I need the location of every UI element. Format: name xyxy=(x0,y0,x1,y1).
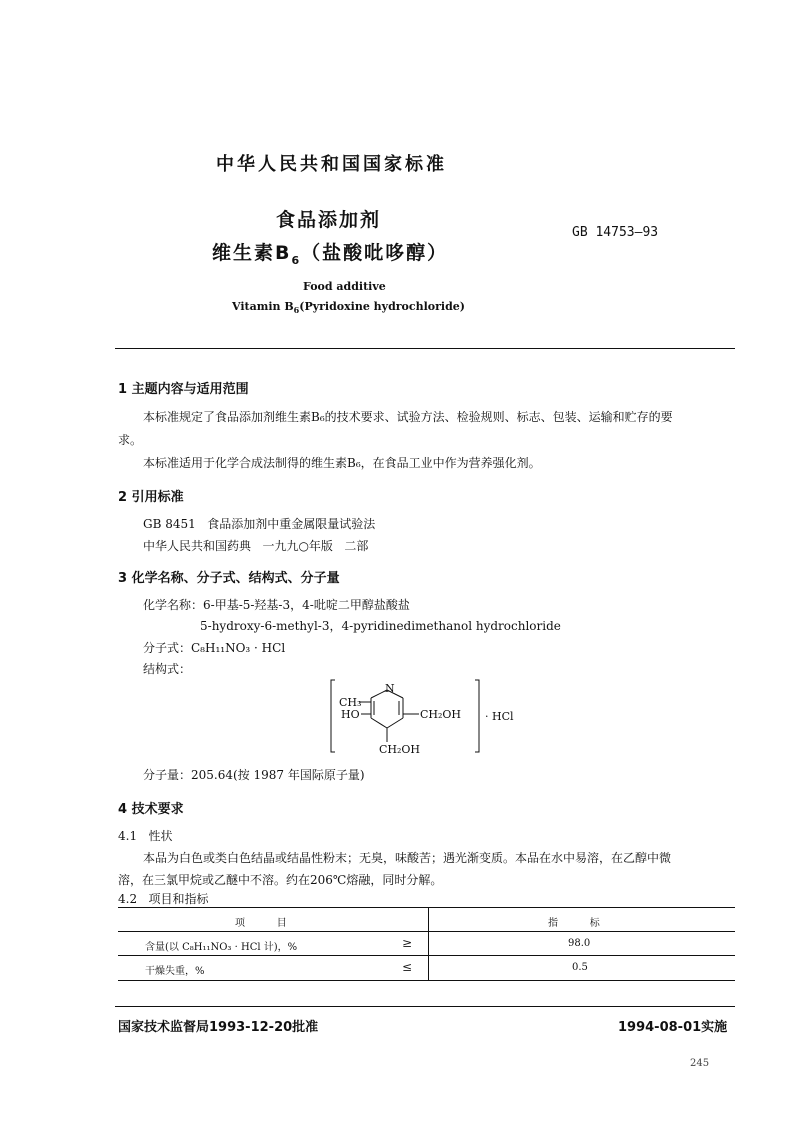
section-1-para-1: 本标准规定了食品添加剂维生素B₆的技术要求、试验方法、检验规则、标志、包装、运输和贮存的要 xyxy=(143,410,673,424)
table-row-2-item: 干燥失重，% xyxy=(145,966,205,977)
en-title-line-2 xyxy=(232,300,465,315)
cn-title-vitamin: 维生素B xyxy=(212,242,292,264)
approval-note: 国家技术监督局1993-12-20批准 xyxy=(118,1020,319,1035)
table-header-item: 项 目 xyxy=(235,918,287,929)
left-bracket xyxy=(331,680,335,752)
table-row-2-op: ≤ xyxy=(402,960,413,974)
table-row-1-item: 含量(以 C₈H₁₁NO₃ · HCl 计)，% xyxy=(145,942,298,953)
table-row-rule xyxy=(118,955,735,956)
en-title-line-1: Food additive xyxy=(303,280,386,293)
hydroxy-group: HO xyxy=(341,708,360,721)
methyl-group: CH₃ xyxy=(339,696,362,709)
nitrogen-atom: N xyxy=(385,682,395,695)
table-top-rule xyxy=(118,907,735,908)
cn-title-subscript: 6 xyxy=(291,253,302,267)
reference-1: GB 8451 食品添加剂中重金属限量试验法 xyxy=(143,517,376,531)
en-title-paren: (Pyridoxine hydrochloride) xyxy=(299,300,465,313)
subsection-4-1: 4.1 性状 xyxy=(118,829,173,843)
table-row-1-op: ≥ xyxy=(402,936,413,950)
structure-label: 结构式： xyxy=(143,662,192,676)
section-1-para-1-cont: 求。 xyxy=(118,433,143,447)
section-3-heading: 3 化学名称、分子式、结构式、分子量 xyxy=(118,571,340,586)
section-4-heading: 4 技术要求 xyxy=(118,802,184,817)
org-title: 中华人民共和国国家标准 xyxy=(216,154,447,175)
table-header-index: 指 标 xyxy=(548,918,600,929)
section-2-heading: 2 引用标准 xyxy=(118,490,184,505)
hydroxymethyl-bottom: CH₂OH xyxy=(379,743,421,756)
subsection-4-1-para-1: 本品为白色或类白色结晶或结晶性粉末；无臭，味酸苦；遇光渐变质。本品在水中易溶，在乙醇中微 xyxy=(143,851,672,865)
chemical-name-en: 5-hydroxy-6-methyl-3，4-pyridinedimethanol hydrochloride xyxy=(200,619,561,633)
page-number: 245 xyxy=(690,1058,710,1069)
section-1-para-2: 本标准适用于化学合成法制得的维生素B₆，在食品工业中作为营养强化剂。 xyxy=(143,456,541,470)
table-bottom-rule xyxy=(118,980,735,981)
cn-title-line-2 xyxy=(212,238,448,267)
table-column-divider xyxy=(428,907,429,980)
standard-number: GB 14753—93 xyxy=(572,225,659,240)
section-1-heading: 1 主题内容与适用范围 xyxy=(118,382,249,397)
right-bracket xyxy=(475,680,479,752)
chemical-name-cn: 化学名称：6-甲基-5-羟基-3，4-吡啶二甲醇盐酸盐 xyxy=(143,598,410,612)
cn-title-paren: （盐酸吡哆醇） xyxy=(301,242,449,264)
structure-drawing xyxy=(325,676,545,756)
table-row-2-value: 0.5 xyxy=(572,962,588,973)
reference-2: 中华人民共和国药典 一九九○年版 二部 xyxy=(143,539,369,553)
pyridine-ring xyxy=(359,690,419,742)
subsection-4-1-para-2: 溶，在三氯甲烷或乙醚中不溶。约在206℃熔融，同时分解。 xyxy=(118,873,443,887)
structural-formula xyxy=(325,676,545,756)
header-rule xyxy=(115,348,735,349)
subsection-4-2: 4.2 项目和指标 xyxy=(118,892,209,906)
footer-rule xyxy=(115,1006,735,1007)
table-header-rule xyxy=(118,931,735,932)
table-row-1-value: 98.0 xyxy=(568,938,591,949)
molecular-formula: 分子式：C₈H₁₁NO₃ · HCl xyxy=(143,641,286,655)
implementation-date: 1994-08-01实施 xyxy=(618,1020,728,1035)
en-title-vitamin: Vitamin B xyxy=(232,300,294,313)
hcl-label: · HCl xyxy=(485,710,514,723)
en-title-subscript: 6 xyxy=(293,305,300,316)
molecular-weight: 分子量：205.64(按 1987 年国际原子量) xyxy=(143,768,365,782)
cn-title-line-1: 食品添加剂 xyxy=(276,209,382,231)
hydroxymethyl-right: CH₂OH xyxy=(420,708,462,721)
